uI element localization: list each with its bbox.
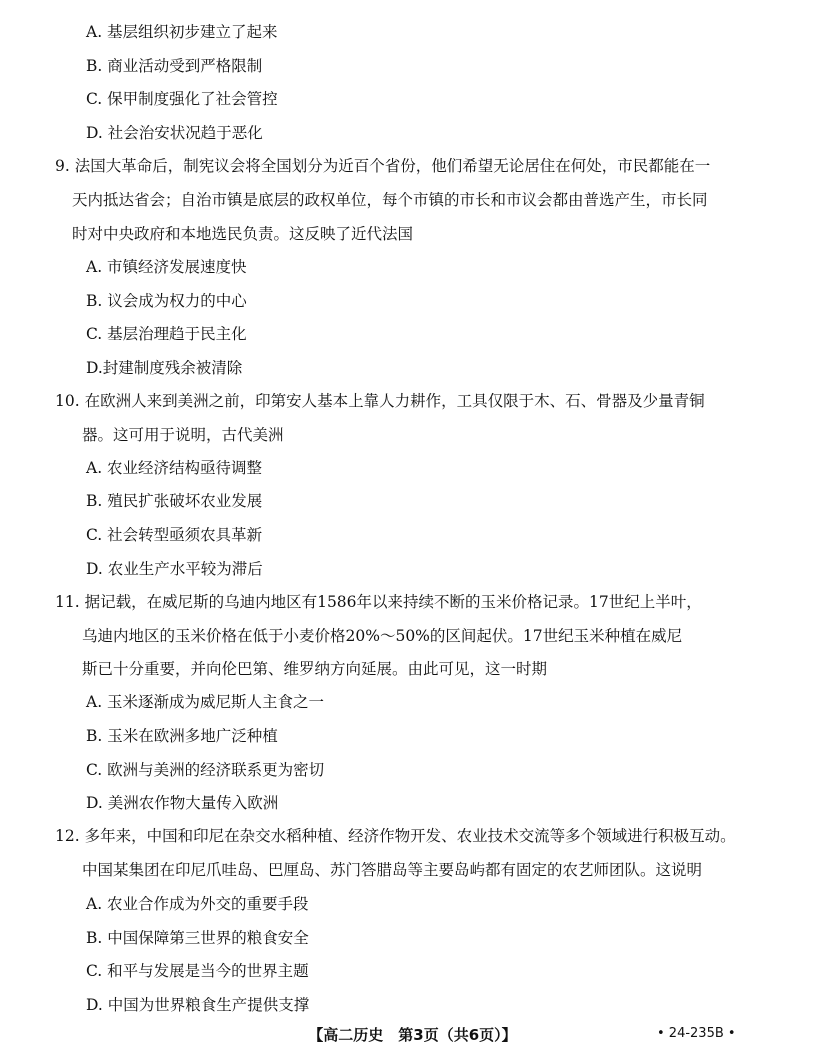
q11-stem-line-1: 11. 据记载，在威尼斯的乌迪内地区有1586年以来持续不断的玉米价格记录。17世纪上半叶，	[55, 593, 702, 611]
q12-option-a: A. 农业合作成为外交的重要手段	[86, 895, 309, 913]
q10-option-b: B. 殖民扩张破坏农业发展	[86, 492, 263, 510]
q11-option-a: A. 玉米逐渐成为威尼斯人主食之一	[86, 693, 325, 711]
page-footer: 【高二历史 第3页（共6页）】	[308, 1026, 517, 1044]
paper-code: • 24-235B •	[657, 1026, 736, 1041]
q9-option-b: B. 议会成为权力的中心	[86, 292, 247, 310]
q12-option-c: C. 和平与发展是当今的世界主题	[86, 962, 309, 980]
q9-stem-line-1: 9. 法国大革命后，制宪议会将全国划分为近百个省份，他们希望无论居住在何处，市民都能在一	[55, 157, 711, 175]
q10-stem-line-1: 10. 在欧洲人来到美洲之前，印第安人基本上靠人力耕作，工具仅限于木、石、骨器及少量青铜	[55, 392, 705, 410]
q11-stem-line-3: 斯已十分重要，并向伦巴第、维罗纳方向延展。由此可见，这一时期	[82, 660, 548, 678]
q12-option-b: B. 中国保障第三世界的粮食安全	[86, 929, 309, 947]
q12-stem-line-2: 中国某集团在印尼爪哇岛、巴厘岛、苏门答腊岛等主要岛屿都有固定的农艺师团队。这说明	[82, 861, 703, 879]
q8-option-c: C. 保甲制度强化了社会管控	[86, 90, 278, 108]
q9-option-d: D.封建制度残余被清除	[86, 359, 243, 377]
q10-option-d: D. 农业生产水平较为滞后	[86, 560, 263, 578]
q9-stem-line-3: 时对中央政府和本地选民负责。这反映了近代法国	[72, 225, 414, 243]
q11-option-d: D. 美洲农作物大量传入欧洲	[86, 794, 279, 812]
q11-option-b: B. 玉米在欧洲多地广泛种植	[86, 727, 278, 745]
q10-stem-line-2: 器。这可用于说明，古代美洲	[82, 426, 284, 444]
q9-option-a: A. 市镇经济发展速度快	[86, 258, 247, 276]
q8-option-a: A. 基层组织初步建立了起来	[86, 23, 278, 41]
q10-option-c: C. 社会转型亟须农具革新	[86, 526, 263, 544]
q11-option-c: C. 欧洲与美洲的经济联系更为密切	[86, 761, 325, 779]
q9-stem-line-2: 天内抵达省会；自治市镇是底层的政权单位，每个市镇的市长和市议会都由普选产生，市长同	[72, 191, 708, 209]
q8-option-b: B. 商业活动受到严格限制	[86, 57, 263, 75]
q8-option-d: D. 社会治安状况趋于恶化	[86, 124, 263, 142]
q12-stem-line-1: 12. 多年来，中国和印尼在杂交水稻种植、经济作物开发、农业技术交流等多个领域进行积极互动。	[55, 827, 736, 845]
q9-option-c: C. 基层治理趋于民主化	[86, 325, 247, 343]
q12-option-d: D. 中国为世界粮食生产提供支撑	[86, 996, 310, 1014]
q11-stem-line-2: 乌迪内地区的玉米价格在低于小麦价格20%～50%的区间起伏。17世纪玉米种植在威尼	[82, 627, 683, 645]
q10-option-a: A. 农业经济结构亟待调整	[86, 459, 263, 477]
